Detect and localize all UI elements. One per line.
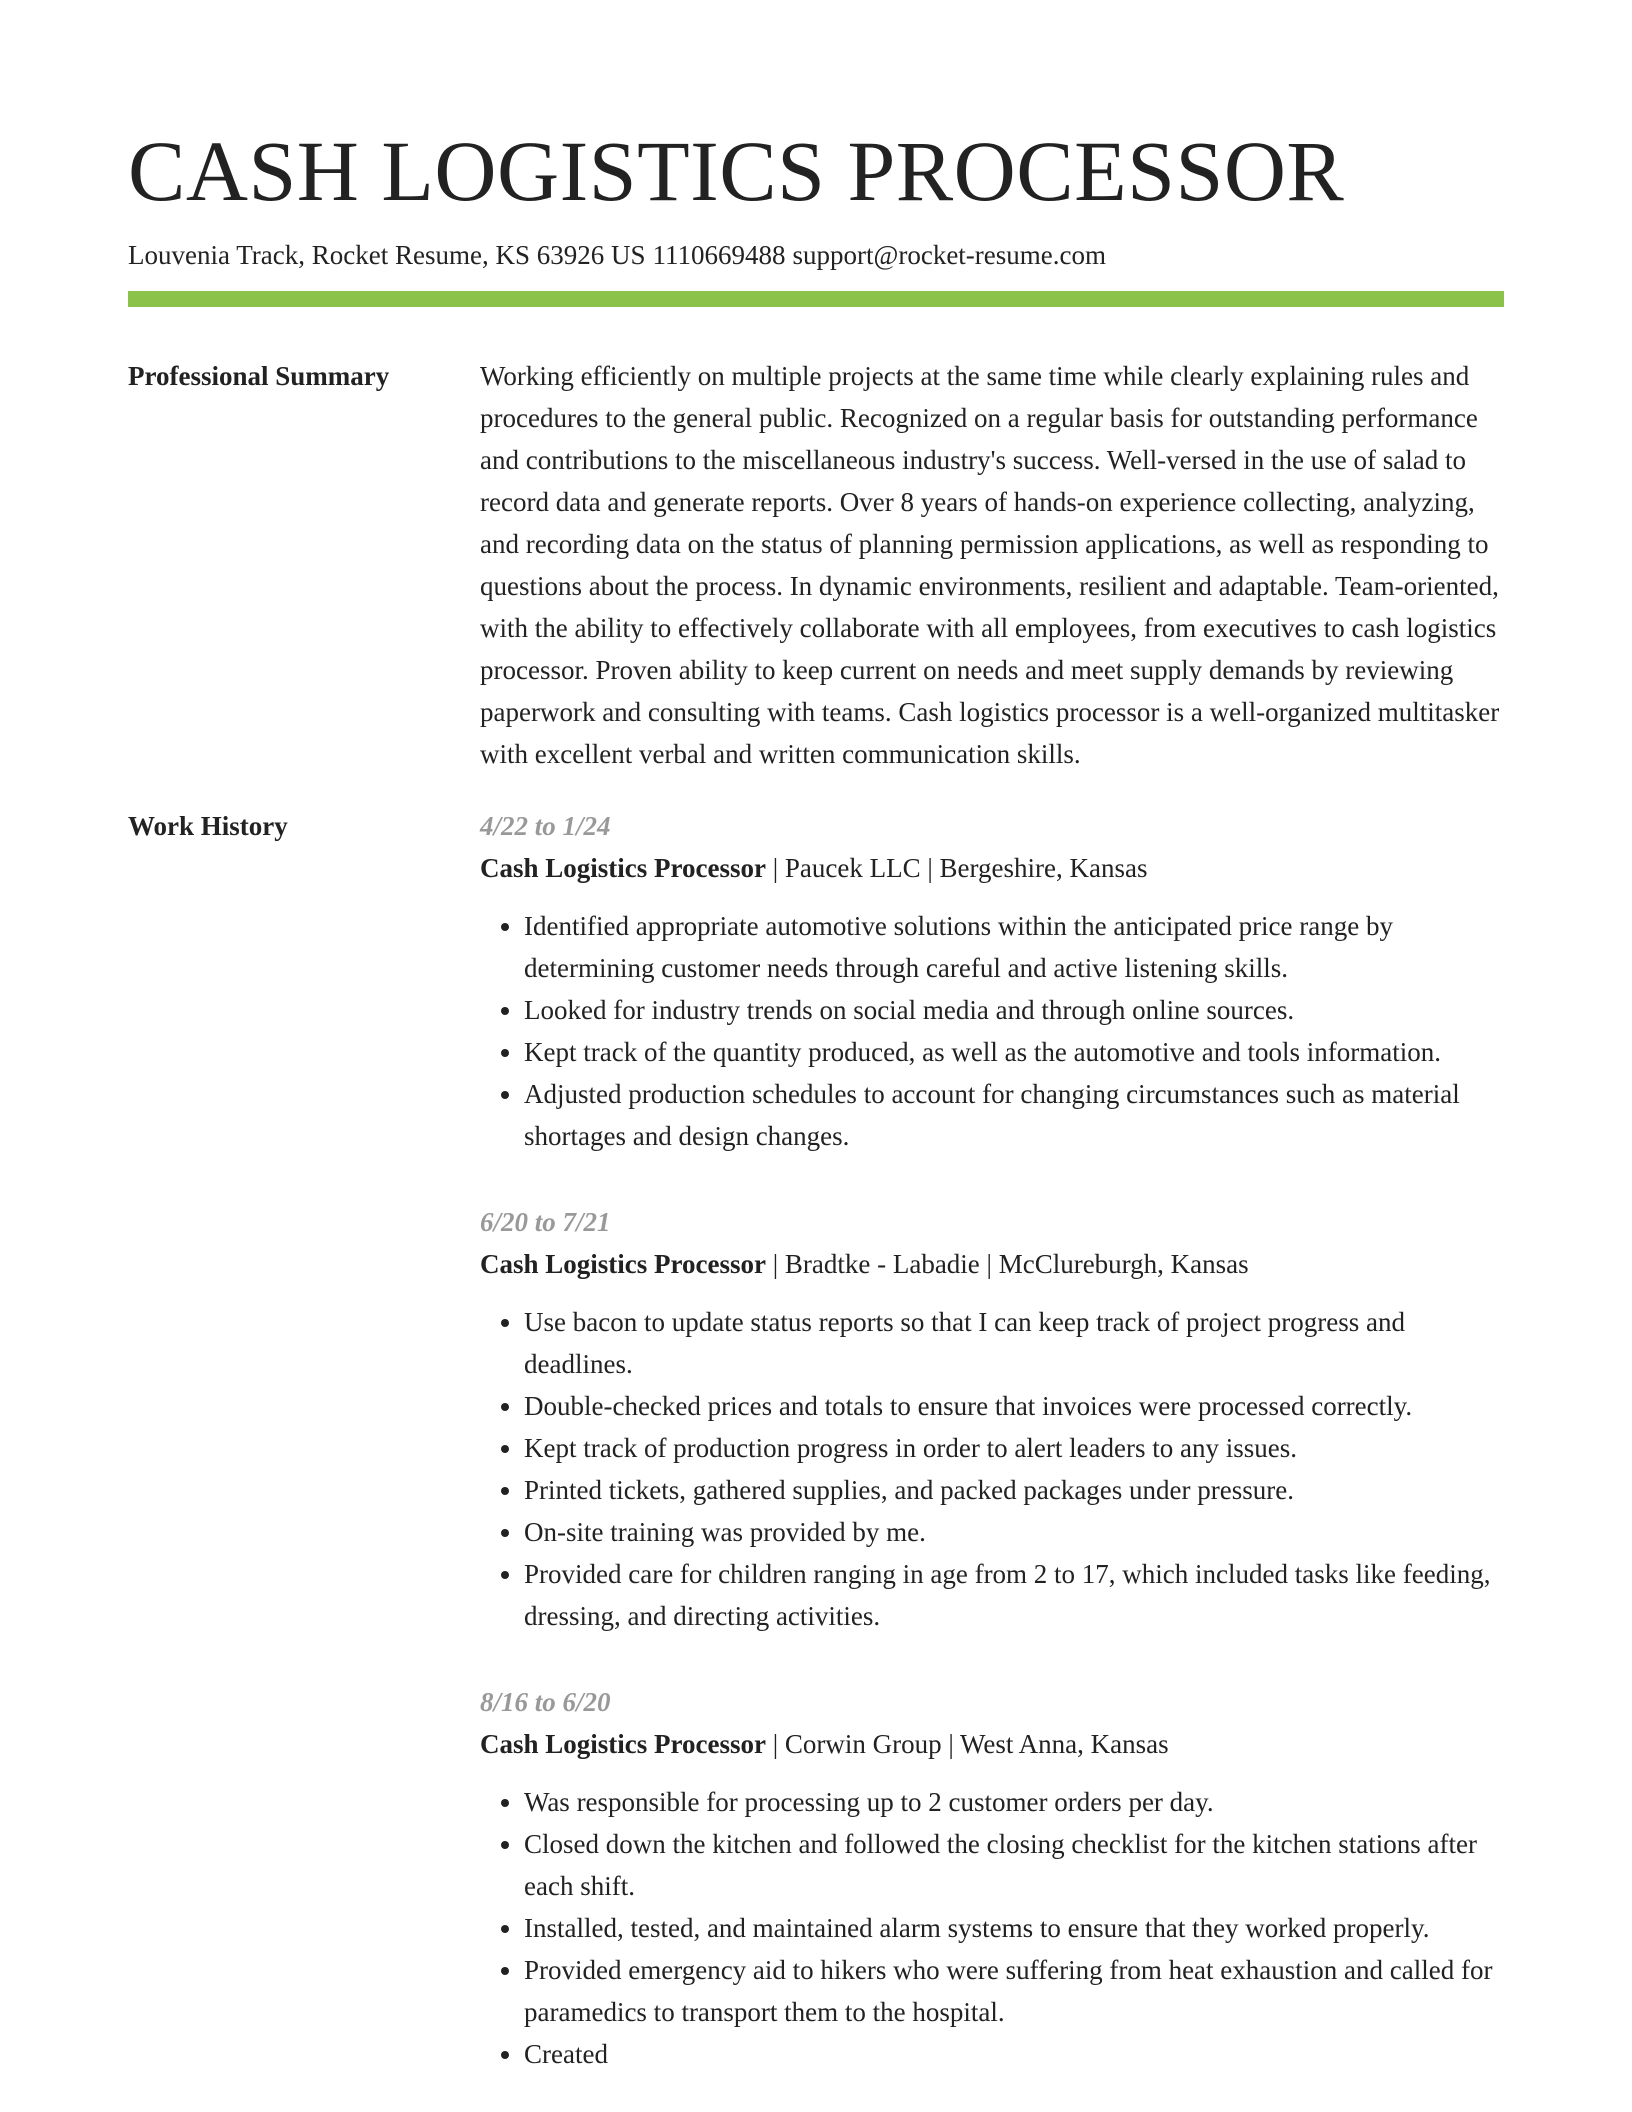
job-bullet: • Provided care for children ranging in age from 2 to 17, which included tasks like feeding, dressing, and directing activities. (524, 1553, 1504, 1637)
job-dates: 4/22 to 1/24 (480, 811, 611, 841)
job-bullet: • Was responsible for processing up to 2 customer orders per day. (524, 1781, 1504, 1823)
job-bullet: • Looked for industry trends on social media and through online sources. (524, 989, 1504, 1031)
job-heading (480, 1723, 1504, 1765)
header-divider (128, 291, 1504, 307)
section-heading-work-history: Work History (128, 811, 288, 841)
job-bullet: • Use bacon to update status reports so that I can keep track of project progress and deadlines. (524, 1301, 1504, 1385)
job-bullet: • Printed tickets, gathered supplies, and packed packages under pressure. (524, 1469, 1504, 1511)
contact-line (128, 238, 1504, 272)
job-bullet: • On-site training was provided by me. (524, 1511, 1504, 1553)
job-bullet: • Closed down the kitchen and followed the closing checklist for the kitchen stations after each shift. (524, 1823, 1504, 1907)
summary-text: Working efficiently on multiple projects at the same time while clearly explaining rules and procedures to the general public. Recognized on a regular basis for outstanding performance and contributions to the miscellaneous industry's success. Well-versed in the use of salad to record data and generate reports. Over 8 years of hands-on experience collecting, analyzing, and recording data on the status of planning permission applications, as well as responding to questions about the process. In dynamic environments, resilient and adaptable. Team-oriented, with the ability to effectively collaborate with all employees, from executives to cash logistics processor. Proven ability to keep current on needs and meet supply demands by reviewing paperwork and consulting with teams. Cash logistics processor is a well-organized multitasker with excellent verbal and written communication skills. (480, 361, 1500, 769)
job-employer-location: | Corwin Group | West Anna, Kansas (765, 1729, 1169, 1759)
work-history-section (128, 805, 1504, 2075)
job-title: Cash Logistics Processor (480, 1729, 766, 1759)
job-heading (480, 847, 1504, 889)
professional-summary-section (128, 355, 1504, 775)
job-bullet: • Adjusted production schedules to account for changing circumstances such as material shortages and design changes. (524, 1073, 1504, 1157)
resume-title: CASH LOGISTICS PROCESSOR (128, 123, 1345, 219)
phone-number: 1110669488 (652, 240, 786, 270)
work-history-body (480, 805, 1504, 2075)
job-title: Cash Logistics Processor (480, 853, 766, 883)
job-dates: 6/20 to 7/21 (480, 1207, 611, 1237)
job-employer-location: | Bradtke - Labadie | McClureburgh, Kansas (765, 1249, 1249, 1279)
section-heading-summary: Professional Summary (128, 361, 390, 391)
job-bullet: • Identified appropriate automotive solutions within the anticipated price range by determining customer needs through careful and active listening skills. (524, 905, 1504, 989)
job-bullet: • Provided emergency aid to hikers who were suffering from heat exhaustion and called for paramedics to transport them to the hospital. (524, 1949, 1504, 2033)
job-bullet-list (480, 1781, 1504, 2075)
job-entry (480, 1681, 1504, 2075)
summary-body (480, 355, 1504, 775)
email-address: support@rocket-resume.com (792, 240, 1107, 270)
job-bullet: • Double-checked prices and totals to ensure that invoices were processed correctly. (524, 1385, 1504, 1427)
job-bullet: • Installed, tested, and maintained alarm systems to ensure that they worked properly. (524, 1907, 1504, 1949)
job-dates: 8/16 to 6/20 (480, 1687, 611, 1717)
job-bullet: • Created (524, 2033, 1504, 2075)
job-entry (480, 805, 1504, 1157)
address: Louvenia Track, Rocket Resume, KS 63926 US (128, 240, 646, 270)
job-heading (480, 1243, 1504, 1285)
resume-page (128, 0, 1504, 2075)
job-bullet: • Kept track of the quantity produced, as well as the automotive and tools information. (524, 1031, 1504, 1073)
job-bullet-list (480, 1301, 1504, 1637)
job-bullet-list (480, 905, 1504, 1157)
job-entry (480, 1201, 1504, 1637)
job-employer-location: | Paucek LLC | Bergeshire, Kansas (765, 853, 1148, 883)
job-title: Cash Logistics Processor (480, 1249, 766, 1279)
job-bullet: • Kept track of production progress in order to alert leaders to any issues. (524, 1427, 1504, 1469)
